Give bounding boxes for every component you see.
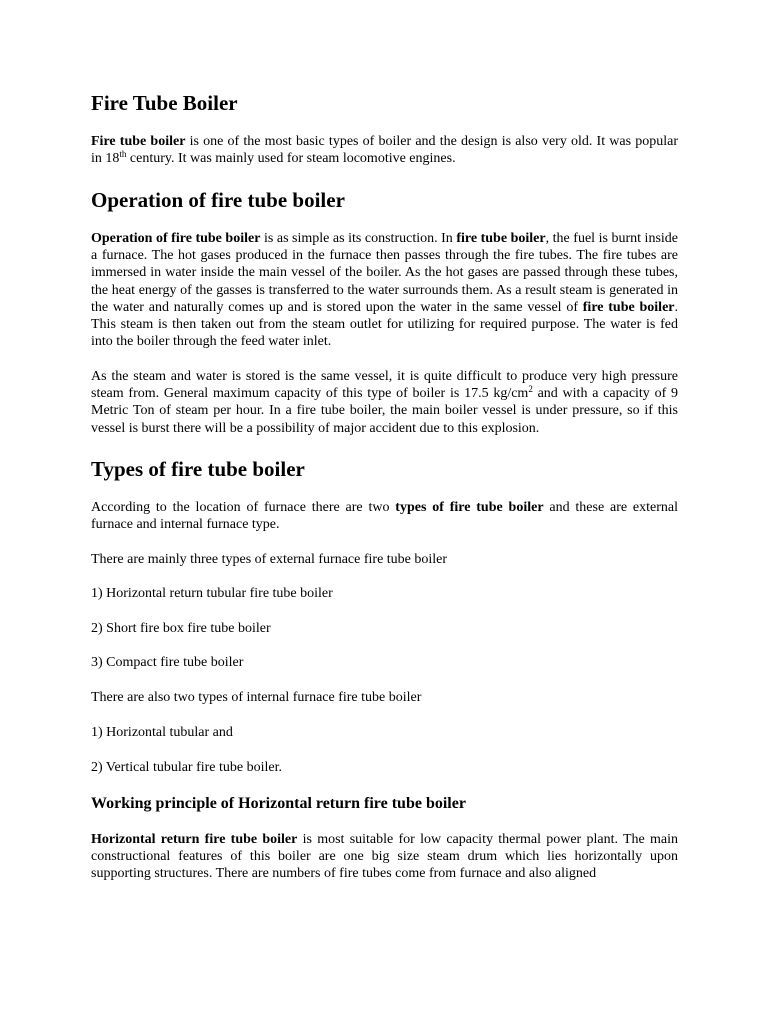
operation-bold-term-2: fire tube boiler <box>456 231 546 246</box>
operation-text-3: . This steam is then taken out from the steam outlet for utilizing for required purpose. The water is fed into the boiler through the feed water inlet. <box>91 299 678 350</box>
internal-furnace-item-2: 2) Vertical tubular fire tube boiler. <box>91 760 283 775</box>
capacity-superscript: 2 <box>528 384 533 395</box>
capacity-text-2: and with a capacity of 9 Metric Ton of steam per hour. In a fire tube boiler, the main boiler vessel is under pressure, so if this vessel is burst there will be a possibility of major accident due to this explosion. <box>91 386 678 436</box>
working-principle-paragraph <box>91 831 678 883</box>
external-furnace-item-3: 3) Compact fire tube boiler <box>91 655 244 670</box>
operation-heading: Operation of fire tube boiler <box>91 188 345 212</box>
working-principle-heading: Working principle of Horizontal return fire tube boiler <box>91 795 466 812</box>
capacity-text-1: As the steam and water is stored is the same vessel, it is quite difficult to produce very high pressure steam from. General maximum capacity of this type of boiler is 17.5 kg/cm <box>91 369 678 402</box>
intro-superscript: th <box>119 149 127 160</box>
operation-paragraph-2 <box>91 368 678 437</box>
types-paragraph <box>91 499 678 533</box>
external-furnace-item-1: 1) Horizontal return tubular fire tube boiler <box>91 586 333 601</box>
intro-paragraph <box>91 133 678 167</box>
operation-text-1: is as simple as its construction. In <box>260 231 457 246</box>
types-text-2: and these are external furnace and internal furnace type. <box>91 500 678 533</box>
intro-text-1: is one of the most basic types of boiler and the design is also very old. It was popular in 18 <box>91 134 678 167</box>
operation-text-2: , the fuel is burnt inside a furnace. The hot gases produced in the furnace then passes through the fire tubes. The fire tubes are immersed in water inside the main vessel of the boiler. As the hot gases are passed through these tubes, the heat energy of the gasses is transferred to the water surrounds them. As a result steam is generated in the water and naturally comes up and is stored upon the water in the same vessel of <box>91 231 678 315</box>
internal-furnace-intro: There are also two types of internal furnace fire tube boiler <box>91 690 422 705</box>
internal-furnace-item-1: 1) Horizontal tubular and <box>91 725 233 740</box>
operation-paragraph-1 <box>91 230 678 350</box>
types-bold-term: types of fire tube boiler <box>395 500 544 515</box>
operation-bold-term-1: Operation of fire tube boiler <box>91 231 261 246</box>
types-text-1: According to the location of furnace there are two <box>91 500 396 515</box>
intro-bold-term: Fire tube boiler <box>91 134 186 149</box>
working-bold-term: Horizontal return fire tube boiler <box>91 832 298 847</box>
page-title: Fire Tube Boiler <box>91 91 238 115</box>
operation-bold-term-3: fire tube boiler <box>582 299 675 315</box>
working-text-1: is most suitable for low capacity thermal power plant. The main constructional features of this boiler are one big size steam drum which lies horizontally upon supporting structures. There are numbers of fire tubes come from furnace and also aligned <box>91 832 678 882</box>
types-heading: Types of fire tube boiler <box>91 457 305 481</box>
intro-text-2: century. It was mainly used for steam locomotive engines. <box>126 151 456 167</box>
external-furnace-item-2: 2) Short fire box fire tube boiler <box>91 621 271 636</box>
external-furnace-intro: There are mainly three types of external furnace fire tube boiler <box>91 552 448 567</box>
